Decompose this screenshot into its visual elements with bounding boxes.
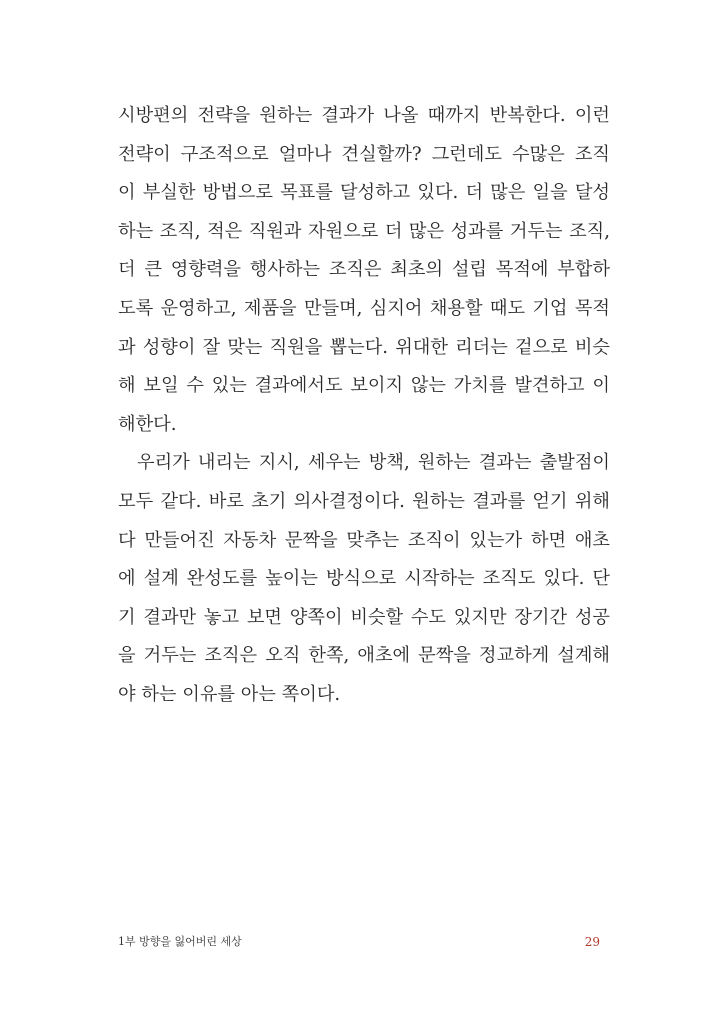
page-footer: [118, 932, 600, 952]
paragraph-2: [118, 444, 610, 714]
text-line: 을 거두는 조직은 오직 한쪽, 애초에 문짝을 정교하게 설계해: [118, 645, 610, 667]
text-line: 야 하는 이유를 아는 쪽이다.: [118, 683, 341, 705]
text-line: 기 결과만 놓고 보면 양쪽이 비슷할 수도 있지만 장기간 성공: [118, 606, 610, 628]
text-line: 도록 운영하고, 제품을 만들며, 심지어 채용할 때도 기업 목적: [118, 297, 610, 319]
text-line: 해 보일 수 있는 결과에서도 보이지 않는 가치를 발견하고 이: [118, 375, 610, 397]
text-line: 더 큰 영향력을 행사하는 조직은 최초의 설립 목적에 부합하: [118, 259, 610, 281]
text-line: 해한다.: [118, 413, 177, 435]
text-line: 에 설계 완성도를 높이는 방식으로 시작하는 조직도 있다. 단: [118, 568, 610, 590]
body-text: [118, 97, 610, 715]
running-head: 1부 방향을 잃어버린 세상: [118, 935, 242, 948]
page-number: 29: [584, 935, 600, 949]
text-line: 다 만들어진 자동차 문짝을 맞추는 조직이 있는가 하면 애초: [118, 529, 610, 551]
paragraph-1: [118, 97, 610, 444]
text-line: 전략이 구조적으로 얼마나 견실할까? 그런데도 수많은 조직: [118, 143, 610, 165]
text-line: 시방편의 전략을 원하는 결과가 나올 때까지 반복한다. 이런: [118, 105, 610, 126]
text-line: 모두 같다. 바로 초기 의사결정이다. 원하는 결과를 얻기 위해: [118, 490, 610, 512]
text-line: 과 성향이 잘 맞는 직원을 뽑는다. 위대한 리더는 겉으로 비슷: [118, 336, 610, 358]
text-line: 하는 조직, 적은 직원과 자원으로 더 많은 성과를 거두는 조직,: [118, 220, 610, 242]
text-line: 우리가 내리는 지시, 세우는 방책, 원하는 결과는 출발점이: [137, 452, 610, 474]
text-line: 이 부실한 방법으로 목표를 달성하고 있다. 더 많은 일을 달성: [118, 182, 610, 204]
